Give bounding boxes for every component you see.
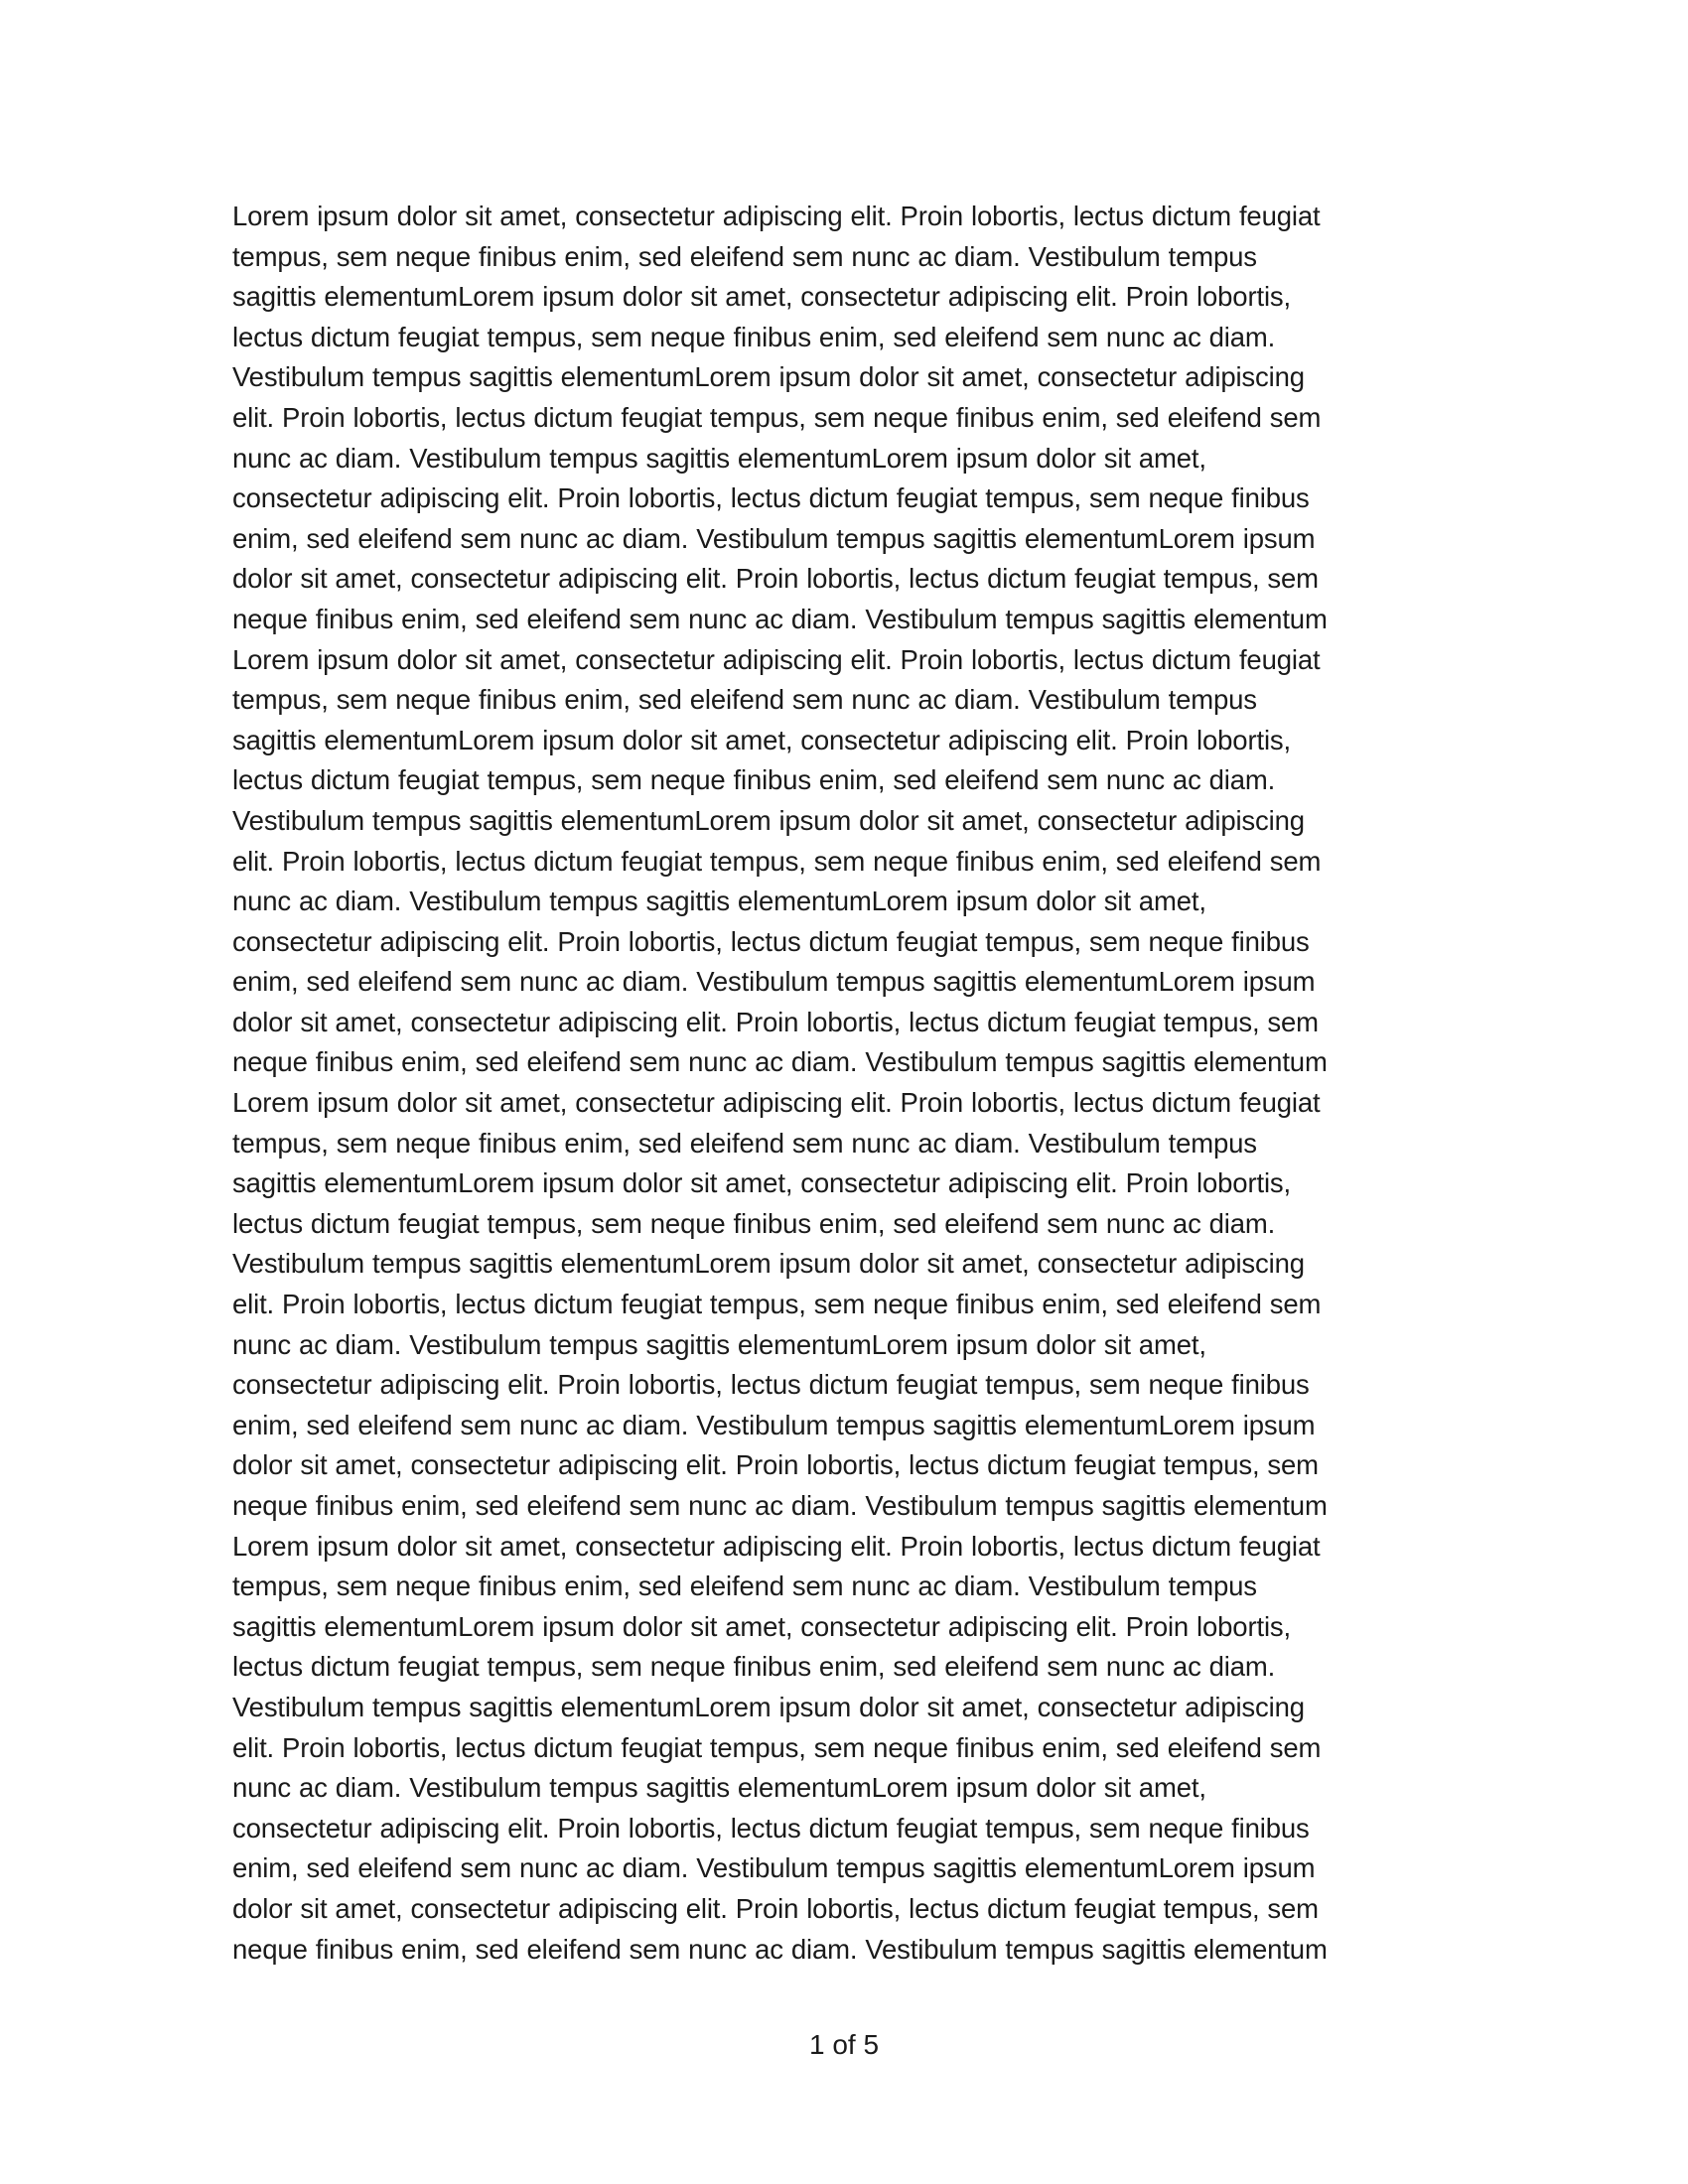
text-line: consectetur adipiscing elit. Proin lobortis, lectus dictum feugiat tempus, sem neque finibus xyxy=(232,925,1310,957)
text-line: consectetur adipiscing elit. Proin lobortis, lectus dictum feugiat tempus, sem neque finibus xyxy=(232,1369,1310,1401)
text-line: Lorem ipsum dolor sit amet, consectetur adipiscing elit. Proin lobortis, lectus dictum feugiat xyxy=(232,1087,1321,1119)
text-line: neque finibus enim, sed eleifend sem nunc ac diam. Vestibulum tempus sagittis elementum xyxy=(232,1490,1328,1521)
text-line: elit. Proin lobortis, lectus dictum feugiat tempus, sem neque finibus enim, sed eleifend sem xyxy=(232,401,1322,433)
body-paragraph xyxy=(232,197,1464,1970)
text-line: Vestibulum tempus sagittis elementumLorem ipsum dolor sit amet, consectetur adipiscing xyxy=(232,1248,1305,1280)
text-line: nunc ac diam. Vestibulum tempus sagittis elementumLorem ipsum dolor sit amet, xyxy=(232,886,1206,917)
text-line: dolor sit amet, consectetur adipiscing elit. Proin lobortis, lectus dictum feugiat tempus, sem xyxy=(232,1449,1319,1481)
text-line: tempus, sem neque finibus enim, sed eleifend sem nunc ac diam. Vestibulum tempus xyxy=(232,1127,1257,1159)
text-line: tempus, sem neque finibus enim, sed eleifend sem nunc ac diam. Vestibulum tempus xyxy=(232,684,1257,716)
text-line: enim, sed eleifend sem nunc ac diam. Vestibulum tempus sagittis elementumLorem ipsum xyxy=(232,1852,1316,1884)
text-line: elit. Proin lobortis, lectus dictum feugiat tempus, sem neque finibus enim, sed eleifend sem xyxy=(232,1731,1322,1763)
text-line: lectus dictum feugiat tempus, sem neque finibus enim, sed eleifend sem nunc ac diam. xyxy=(232,1651,1276,1683)
text-line: lectus dictum feugiat tempus, sem neque finibus enim, sed eleifend sem nunc ac diam. xyxy=(232,1207,1276,1239)
text-line: dolor sit amet, consectetur adipiscing elit. Proin lobortis, lectus dictum feugiat tempus, sem xyxy=(232,1892,1319,1924)
text-line: tempus, sem neque finibus enim, sed eleifend sem nunc ac diam. Vestibulum tempus xyxy=(232,240,1257,272)
text-line: enim, sed eleifend sem nunc ac diam. Vestibulum tempus sagittis elementumLorem ipsum xyxy=(232,522,1316,554)
text-line: nunc ac diam. Vestibulum tempus sagittis elementumLorem ipsum dolor sit amet, xyxy=(232,442,1206,474)
text-line: Lorem ipsum dolor sit amet, consectetur adipiscing elit. Proin lobortis, lectus dictum feugiat xyxy=(232,1530,1321,1562)
text-line: Vestibulum tempus sagittis elementumLorem ipsum dolor sit amet, consectetur adipiscing xyxy=(232,1691,1305,1722)
text-line: tempus, sem neque finibus enim, sed eleifend sem nunc ac diam. Vestibulum tempus xyxy=(232,1570,1257,1602)
text-line: neque finibus enim, sed eleifend sem nunc ac diam. Vestibulum tempus sagittis elementum xyxy=(232,1933,1328,1965)
text-line: elit. Proin lobortis, lectus dictum feugiat tempus, sem neque finibus enim, sed eleifend sem xyxy=(232,845,1322,877)
text-line: dolor sit amet, consectetur adipiscing elit. Proin lobortis, lectus dictum feugiat tempus, sem xyxy=(232,563,1319,595)
text-line: sagittis elementumLorem ipsum dolor sit amet, consectetur adipiscing elit. Proin lobortis, xyxy=(232,1167,1292,1199)
text-line: sagittis elementumLorem ipsum dolor sit amet, consectetur adipiscing elit. Proin lobortis, xyxy=(232,1610,1292,1642)
text-line: Lorem ipsum dolor sit amet, consectetur adipiscing elit. Proin lobortis, lectus dictum feugiat xyxy=(232,201,1321,231)
text-line: Vestibulum tempus sagittis elementumLorem ipsum dolor sit amet, consectetur adipiscing xyxy=(232,361,1305,393)
text-line: elit. Proin lobortis, lectus dictum feugiat tempus, sem neque finibus enim, sed eleifend sem xyxy=(232,1289,1322,1320)
text-line: neque finibus enim, sed eleifend sem nunc ac diam. Vestibulum tempus sagittis elementum xyxy=(232,603,1328,634)
text-line: consectetur adipiscing elit. Proin lobortis, lectus dictum feugiat tempus, sem neque finibus xyxy=(232,482,1310,514)
text-line: dolor sit amet, consectetur adipiscing elit. Proin lobortis, lectus dictum feugiat tempus, sem xyxy=(232,1006,1319,1037)
text-line: Lorem ipsum dolor sit amet, consectetur adipiscing elit. Proin lobortis, lectus dictum feugiat xyxy=(232,643,1321,675)
text-line: sagittis elementumLorem ipsum dolor sit amet, consectetur adipiscing elit. Proin lobortis, xyxy=(232,724,1292,755)
text-line: Vestibulum tempus sagittis elementumLorem ipsum dolor sit amet, consectetur adipiscing xyxy=(232,804,1305,836)
text-line: enim, sed eleifend sem nunc ac diam. Vestibulum tempus sagittis elementumLorem ipsum xyxy=(232,966,1316,998)
text-line: consectetur adipiscing elit. Proin lobortis, lectus dictum feugiat tempus, sem neque finibus xyxy=(232,1812,1310,1843)
text-line: enim, sed eleifend sem nunc ac diam. Vestibulum tempus sagittis elementumLorem ipsum xyxy=(232,1409,1316,1440)
page-number-footer: 1 of 5 xyxy=(808,2029,880,2060)
text-line: nunc ac diam. Vestibulum tempus sagittis elementumLorem ipsum dolor sit amet, xyxy=(232,1328,1206,1360)
text-line: lectus dictum feugiat tempus, sem neque finibus enim, sed eleifend sem nunc ac diam. xyxy=(232,321,1276,352)
text-line: nunc ac diam. Vestibulum tempus sagittis elementumLorem ipsum dolor sit amet, xyxy=(232,1772,1206,1804)
text-line: neque finibus enim, sed eleifend sem nunc ac diam. Vestibulum tempus sagittis elementum xyxy=(232,1046,1328,1078)
text-line: lectus dictum feugiat tempus, sem neque finibus enim, sed eleifend sem nunc ac diam. xyxy=(232,764,1276,796)
text-line: sagittis elementumLorem ipsum dolor sit amet, consectetur adipiscing elit. Proin lobortis, xyxy=(232,281,1292,313)
